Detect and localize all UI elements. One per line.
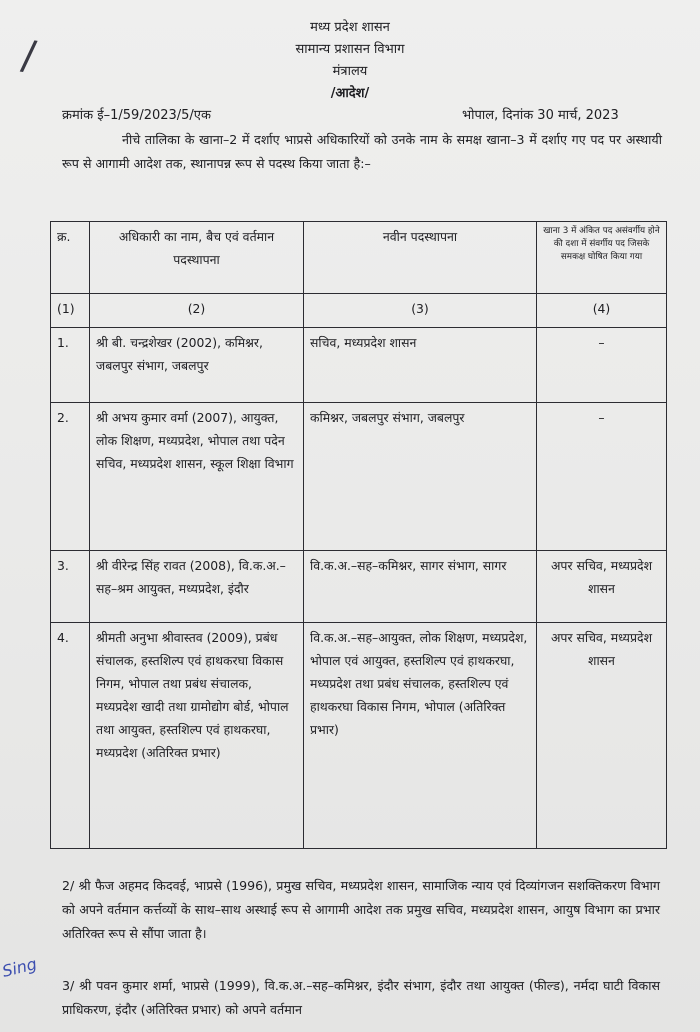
table-row	[51, 551, 667, 623]
table-row	[51, 403, 667, 551]
row-officer: श्रीमती अनुभा श्रीवास्तव (2009), प्रबंध संचालक, हस्तशिल्प एवं हाथकरघा विकास निगम, भोपाल तथा प्रबंध संचालक, मध्यप्रदेश खादी तथा ग्रामोद्योग बोर्ड, भोपाल तथा आयुक्त, हस्तशिल्प एवं हाथकरघा, मध्यप्रदेश (अतिरिक्त प्रभार)	[90, 623, 304, 849]
order-number: क्रमांक ई–1/59/2023/5/एक	[62, 108, 211, 123]
row-new-post: कमिश्नर, जबलपुर संभाग, जबलपुर	[304, 403, 537, 551]
handwritten-signature: Sing	[0, 954, 39, 981]
order-heading: /आदेश/	[330, 86, 370, 101]
col-number-1: (1)	[51, 294, 90, 328]
header-new-posting: नवीन पदस्थापना	[304, 222, 537, 294]
order-place-date: भोपाल, दिनांक 30 मार्च, 2023	[462, 108, 619, 123]
department-title: सामान्य प्रशासन विभाग	[295, 42, 405, 57]
row-new-post: वि.क.अ.–सह–कमिश्नर, सागर संभाग, सागर	[304, 551, 537, 623]
row-equivalent: अपर सचिव, मध्यप्रदेश शासन	[537, 623, 667, 849]
row-serial: 3.	[51, 551, 90, 623]
row-equivalent: –	[537, 403, 667, 551]
col-number-4: (4)	[537, 294, 667, 328]
govt-title: मध्य प्रदेश शासन	[310, 20, 390, 35]
posting-table	[50, 221, 667, 849]
col-number-3: (3)	[304, 294, 537, 328]
row-officer: श्री वीरेन्द्र सिंह रावत (2008), वि.क.अ.–सह–श्रम आयुक्त, मध्यप्रदेश, इंदौर	[90, 551, 304, 623]
intro-paragraph: नीचे तालिका के खाना–2 में दर्शाए भाप्रसे अधिकारियों को उनके नाम के समक्ष खाना–3 में दर्शाए गए पद पर अस्थायी रूप से आगामी आदेश तक, स्थानापन्न रूप से पदस्थ किया जाता है:–	[62, 132, 662, 171]
paragraph-3: 3/ श्री पवन कुमार शर्मा, भाप्रसे (1999), वि.क.अ.–सह–कमिश्नर, इंदौर संभाग, इंदौर तथा आयुक्त (फील्ड), नर्मदा घाटी विकास प्राधिकरण, इंदौर (अतिरिक्त प्रभार) को अपने वर्तमान	[62, 978, 660, 1017]
row-equivalent: अपर सचिव, मध्यप्रदेश शासन	[537, 551, 667, 623]
table-header-row	[51, 222, 667, 294]
margin-pen-mark: /	[18, 32, 39, 80]
table-row	[51, 328, 667, 403]
row-officer: श्री बी. चन्द्रशेखर (2002), कमिश्नर, जबलपुर संभाग, जबलपुर	[90, 328, 304, 403]
row-officer: श्री अभय कुमार वर्मा (2007), आयुक्त, लोक शिक्षण, मध्यप्रदेश, भोपाल तथा पदेन सचिव, मध्यप्रदेश शासन, स्कूल शिक्षा विभाग	[90, 403, 304, 551]
column-number-row	[51, 294, 667, 328]
table-row	[51, 623, 667, 849]
ministry-title: मंत्रालय	[332, 64, 368, 79]
row-new-post: वि.क.अ.–सह–आयुक्त, लोक शिक्षण, मध्यप्रदेश, भोपाल एवं आयुक्त, हस्तशिल्प एवं हाथकरघा, मध्यप्रदेश तथा प्रबंध संचालक, हस्तशिल्प एवं हाथकरघा विकास निगम, भोपाल (अतिरिक्त प्रभार)	[304, 623, 537, 849]
header-officer: अधिकारी का नाम, बैच एवं वर्तमान पदस्थापना	[90, 222, 304, 294]
row-serial: 4.	[51, 623, 90, 849]
header-equivalent-post: खाना 3 में अंकित पद असंवर्गीय होने की दशा में संवर्गीय पद जिसके समकक्ष घोषित किया गया	[537, 222, 667, 294]
row-serial: 1.	[51, 328, 90, 403]
paragraph-2: 2/ श्री फैज अहमद किदवई, भाप्रसे (1996), प्रमुख सचिव, मध्यप्रदेश शासन, सामाजिक न्याय एवं दिव्यांगजन सशक्तिकरण विभाग को अपने वर्तमान कर्त्तव्यों के साथ–साथ अस्थाई रूप से आगामी आदेश तक प्रमुख सचिव, मध्यप्रदेश शासन, आयुष विभाग का प्रभार अतिरिक्त रूप से सौंपा जाता है।	[62, 878, 660, 941]
row-new-post: सचिव, मध्यप्रदेश शासन	[304, 328, 537, 403]
header-serial: क्र.	[51, 222, 90, 294]
row-serial: 2.	[51, 403, 90, 551]
col-number-2: (2)	[90, 294, 304, 328]
row-equivalent: –	[537, 328, 667, 403]
